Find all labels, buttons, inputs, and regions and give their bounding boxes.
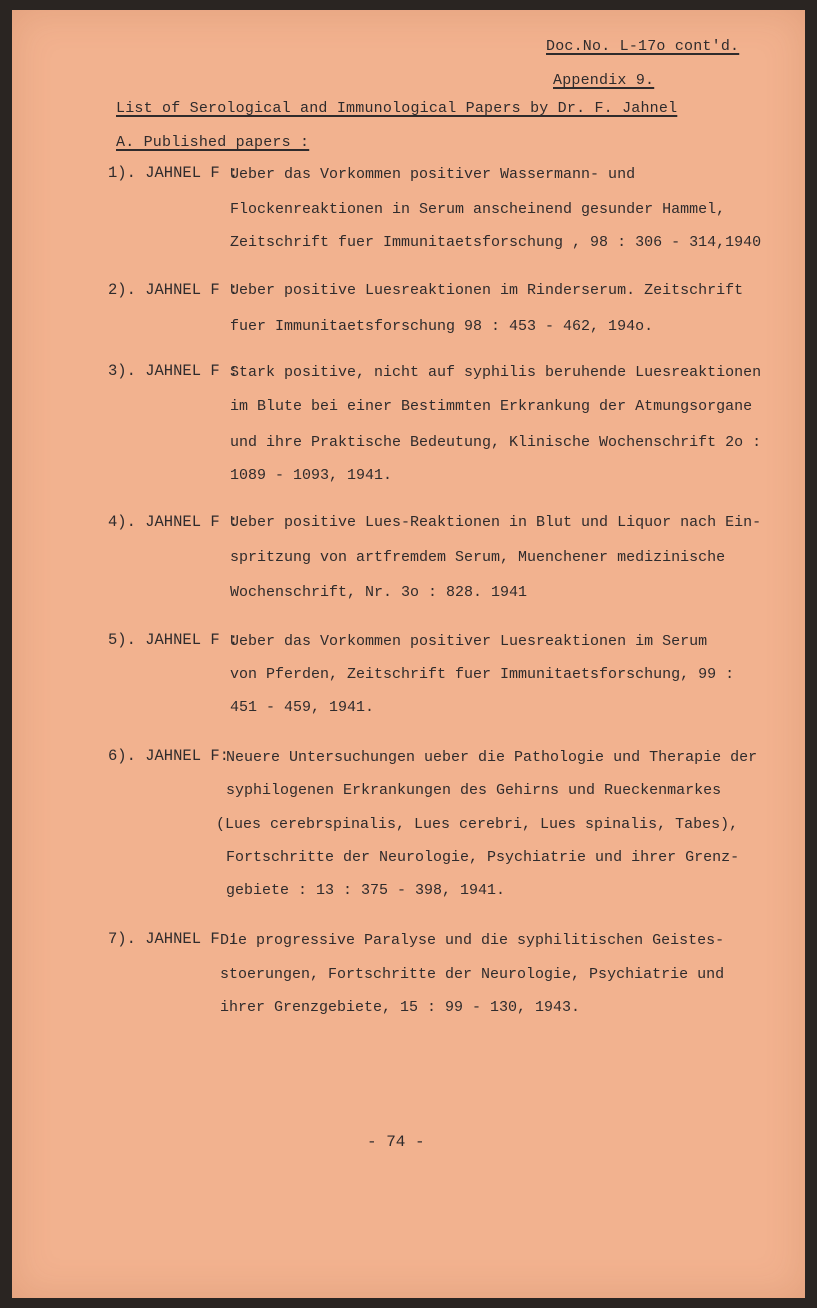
page-number: - 74 -	[367, 1133, 425, 1151]
entry-1-line-3: Zeitschrift fuer Immunitaetsforschung , 98 : 306 - 314,1940	[230, 234, 762, 251]
entry-6-line-5: gebiete : 13 : 375 - 398, 1941.	[226, 882, 506, 899]
entry-5-author: 5). JAHNEL F :	[108, 631, 239, 649]
entry-6-line-2: syphilogenen Erkrankungen des Gehirns und Rueckenmarkes	[226, 782, 722, 799]
entry-6-author: 6). JAHNEL F:	[108, 747, 229, 765]
entry-3-author: 3). JAHNEL F :	[108, 362, 239, 380]
entry-6-line-4: Fortschritte der Neurologie, Psychiatrie und ihrer Grenz-	[226, 849, 740, 866]
entry-2-line-2: fuer Immunitaetsforschung 98 : 453 - 462, 194o.	[230, 318, 654, 335]
entry-6-line-1: Neuere Untersuchungen ueber die Pathologie und Therapie der	[226, 749, 758, 766]
section-heading-published: A. Published papers :	[116, 134, 310, 151]
entry-3-line-2: im Blute bei einer Bestimmten Erkrankung der Atmungsorgane	[230, 398, 753, 415]
document-number: Doc.No. L-17o cont'd.	[546, 38, 740, 55]
entry-7-line-1: Die progressive Paralyse und die syphilitischen Geistes-	[220, 932, 725, 949]
entry-3-line-3: und ihre Praktische Bedeutung, Klinische Wochenschrift 2o :	[230, 434, 762, 451]
entry-5-line-3: 451 - 459, 1941.	[230, 699, 375, 716]
list-title: List of Serological and Immunological Papers by Dr. F. Jahnel	[116, 100, 678, 117]
entry-7-author: 7). JAHNEL F :	[108, 930, 239, 948]
entry-7-line-3: ihrer Grenzgebiete, 15 : 99 - 130, 1943.	[220, 999, 581, 1016]
entry-4-line-3: Wochenschrift, Nr. 3o : 828. 1941	[230, 584, 528, 601]
entry-3-line-4: 1089 - 1093, 1941.	[230, 467, 393, 484]
entry-2-author: 2). JAHNEL F :	[108, 281, 239, 299]
entry-2-line-1: Ueber positive Luesreaktionen im Rinderserum. Zeitschrift	[230, 282, 744, 299]
entry-4-author: 4). JAHNEL F :	[108, 513, 239, 531]
entry-3-line-1: Stark positive, nicht auf syphilis beruhende Luesreaktionen	[230, 364, 762, 381]
entry-1-author: 1). JAHNEL F :	[108, 164, 239, 182]
entry-1-line-2: Flockenreaktionen in Serum anscheinend gesunder Hammel,	[230, 201, 726, 218]
entry-1-line-1: Ueber das Vorkommen positiver Wassermann- und	[230, 166, 636, 183]
entry-4-line-1: Ueber positive Lues-Reaktionen in Blut und Liquor nach Ein-	[230, 514, 762, 531]
entry-5-line-1: Ueber das Vorkommen positiver Luesreaktionen im Serum	[230, 633, 708, 650]
entry-5-line-2: von Pferden, Zeitschrift fuer Immunitaetsforschung, 99 :	[230, 666, 735, 683]
entry-4-line-2: spritzung von artfremdem Serum, Muenchener medizinische	[230, 549, 726, 566]
document-page	[12, 10, 805, 1298]
appendix-label: Appendix 9.	[553, 72, 655, 89]
entry-6-line-3: (Lues cerebrspinalis, Lues cerebri, Lues spinalis, Tabes),	[216, 816, 739, 833]
entry-7-line-2: stoerungen, Fortschritte der Neurologie, Psychiatrie und	[220, 966, 725, 983]
